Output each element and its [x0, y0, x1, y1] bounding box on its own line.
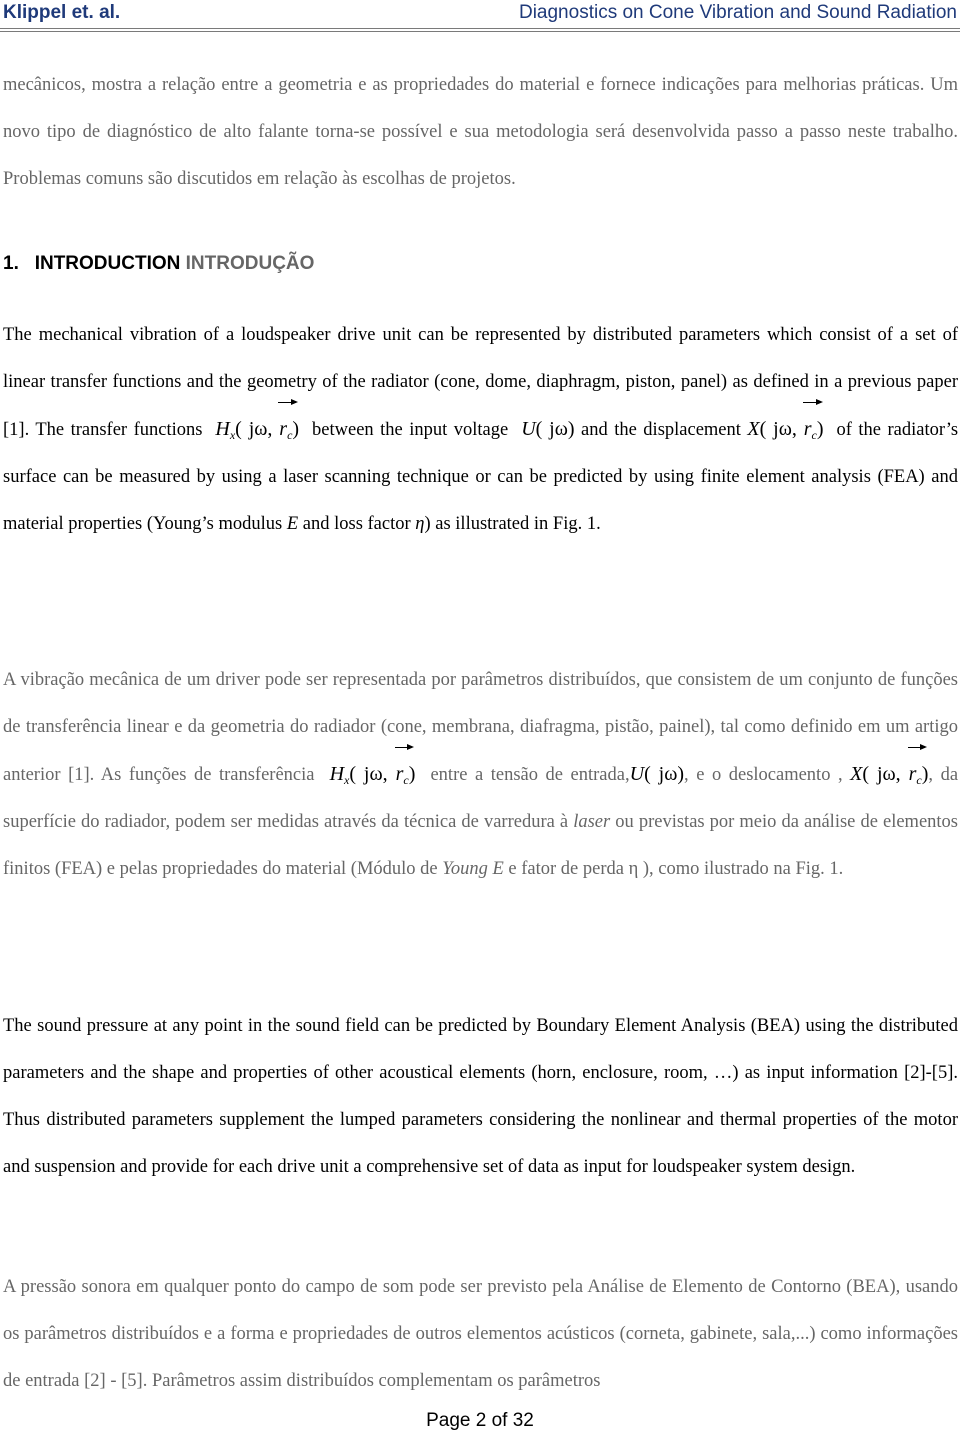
- intro-en-part4: of the radiator’s surface can be measured by using a laser scanning technique or can be predicted by using finite element analysis (FEA) and material properties (Young’s modulus: [3, 420, 959, 534]
- header-authors: Klippel et. al.: [3, 2, 121, 23]
- equation-H-transfer-pt: $H_x$( jω, $r_c$): [330, 763, 416, 785]
- intro-pt-part1: A vibração mecânica de um driver pode ser representada por parâmetros distribuídos, que consistem de um conjunto de funções de transferência linear e da geometria do radiador (cone, membrana, diafragma, pistão, painel), tal como definido em um artigo anterior [1]. As funções de transferência: [3, 670, 958, 785]
- sound-pressure-pt-text: A pressão sonora em qualquer ponto do campo de som pode ser previsto pela Análise de Elemento de Contorno (BEA), usando os parâmetros distribuídos e a forma e propriedades de outros elementos acústicos (corneta, gabinete, sala,...) como informações de entrada [2] - [5]. Parâmetros assim distribuídos complementam os parâmetros: [3, 1277, 958, 1391]
- abstract-pt-continuation: [3, 62, 958, 203]
- intro-en-part2: between the input voltage: [312, 420, 509, 440]
- abstract-pt-text: mecânicos, mostra a relação entre a geometria e as propriedades do material e fornece indicações para melhorias práticas. Um novo tipo de diagnóstico de alto falante torna-se possível e sua metodologia será desenvolvida passo a passo neste trabalho. Problemas comuns são discutidos em relação às escolhas de projetos.: [3, 75, 958, 189]
- intro-pt-part4: , da superfície do radiador, podem ser medidas através da técnica de varredura à: [3, 765, 959, 832]
- section-heading: [3, 252, 958, 276]
- intro-en-part1: The mechanical vibration of a loudspeaker drive unit can be represented by distributed parameters which consist of a set of linear transfer functions and the geometry of the radiator (cone, dome, diaphragm, piston, panel) as defined in a previous paper [1]. The transfer functions: [3, 325, 958, 440]
- intro-paragraph-pt: [3, 657, 958, 893]
- sound-pressure-en-text: The sound pressure at any point in the sound field can be predicted by Boundary Element Analysis (BEA) using the distributed parameters and the shape and properties of other acoustical elements (horn, enclosure, room, …) as input information [2]-[5]. Thus distributed parameters supplement the lumped parameters considering the nonlinear and thermal properties of the motor and suspension and provide for each drive unit a comprehensive set of data as input for loudspeaker system design.: [3, 1016, 958, 1177]
- equation-X-displacement: X( jω, $r_c$): [747, 418, 823, 440]
- equation-H-transfer: $H_x$( jω, $r_c$): [215, 418, 299, 440]
- intro-en-part6: ) as illustrated in Fig. 1.: [424, 514, 601, 534]
- young-e: Young E: [442, 859, 504, 879]
- intro-pt-part3: , e o deslocamento ,: [684, 765, 843, 785]
- sound-pressure-paragraph-pt: [3, 1264, 958, 1405]
- intro-pt-text: [3, 657, 958, 893]
- sound-pressure-paragraph-en: [3, 1003, 958, 1191]
- intro-en-part3: and the displacement: [581, 420, 741, 440]
- section-number: 1.: [3, 253, 19, 274]
- symbol-E: E: [286, 514, 299, 534]
- header-rule: [0, 28, 960, 32]
- intro-en-part5: and loss factor: [302, 514, 411, 534]
- word-laser: laser: [573, 812, 611, 832]
- intro-pt-part5: ou previstas por meio da análise de elementos finitos (FEA) e pelas propriedades do material (Módulo de: [3, 812, 958, 879]
- section-title-en: INTRODUCTION: [34, 253, 181, 274]
- symbol-eta: η: [415, 514, 425, 534]
- page-footer: Page 2 of 32: [426, 1410, 534, 1431]
- equation-X-displacement-pt: X( jω, $r_c$): [850, 763, 928, 785]
- intro-pt-part2: entre a tensão de entrada,: [430, 765, 630, 785]
- intro-en-text: [3, 312, 958, 548]
- section-title-pt: INTRODUÇÃO: [185, 253, 315, 274]
- header-title: Diagnostics on Cone Vibration and Sound Radiation: [518, 2, 957, 23]
- equation-U-voltage: U( jω): [521, 418, 575, 440]
- page-header: [0, 0, 960, 30]
- intro-paragraph-en: [3, 312, 958, 548]
- intro-pt-part6: e fator de perda η ), como ilustrado na Fig. 1.: [508, 859, 844, 879]
- equation-U-voltage-pt: U( jω): [629, 763, 685, 785]
